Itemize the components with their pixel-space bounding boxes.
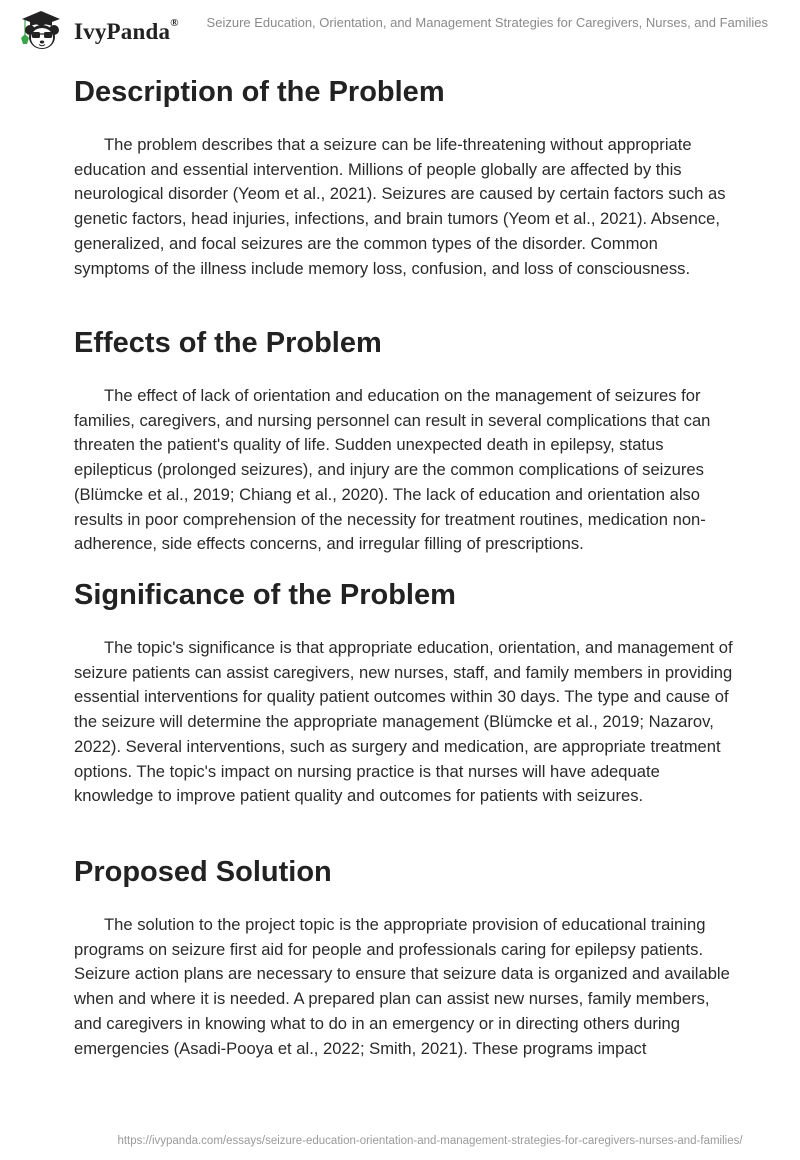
document-title: Seizure Education, Orientation, and Management Strategies for Caregivers, Nurses, and Families: [206, 15, 768, 30]
section-heading: Effects of the Problem: [74, 327, 382, 359]
section-paragraph: The effect of lack of orientation and education on the management of seizures for families, caregivers, and nursing personnel can result in several complications that can threaten the patient's quality of life. Sudden unexpected death in epilepsy, status epilepticus (prolonged seizures), and injury are the common complications of seizures (Blümcke et al., 2019; Chiang et al., 2020). The lack of education and orientation also results in poor comprehension of the necessity for treatment routines, medication non-adherence, side effects concerns, and irregular filling of prescriptions.: [74, 386, 711, 554]
section-heading: Proposed Solution: [74, 856, 332, 888]
section-paragraph: The problem describes that a seizure can be life-threatening without appropriate education and essential intervention. Millions of people globally are affected by this neurological disorder (Yeom et al., 2021). Seizures are caused by certain factors such as genetic factors, head injuries, infections, and brain tumors (Yeom et al., 2021). Absence, generalized, and focal seizures are the common types of the disorder. Common symptoms of the illness include memory loss, confusion, and loss of consciousness.: [74, 135, 726, 278]
page-header: [0, 0, 800, 56]
logo-wordmark: IvyPanda®: [74, 17, 179, 44]
section-paragraph: The topic's significance is that appropriate education, orientation, and management of seizure patients can assist caregivers, new nurses, staff, and family members in providing essential interventions for quality patient outcomes within 30 days. The type and cause of the seizure will determine the appropriate management (Blümcke et al., 2019; Nazarov, 2022). Several interventions, such as surgery and medication, are appropriate treatment options. The topic's impact on nursing practice is that nurses will have adequate knowledge to improve patient quality and outcomes for patients with seizures.: [74, 638, 733, 806]
section-paragraph: The solution to the project topic is the appropriate provision of educational training programs on seizure first aid for people and professionals caring for epilepsy patients. Seizure action plans are necessary to ensure that seizure data is organized and available when and where it is needed. A prepared plan can assist new nurses, family members, and caregivers in knowing what to do in an emergency or in directing others during emergencies (Asadi-Pooya et al., 2022; Smith, 2021). These programs impact: [74, 915, 730, 1058]
ivypanda-logo[interactable]: [18, 6, 179, 52]
section-heading: Description of the Problem: [74, 76, 445, 108]
section-heading: Significance of the Problem: [74, 579, 456, 611]
page-footer: [0, 1135, 800, 1147]
source-url-link[interactable]: https://ivypanda.com/essays/seizure-education-orientation-and-management-strategies-for-caregivers-nurses-and-families/: [117, 1135, 743, 1147]
panda-graduation-cap-icon: [18, 6, 64, 52]
